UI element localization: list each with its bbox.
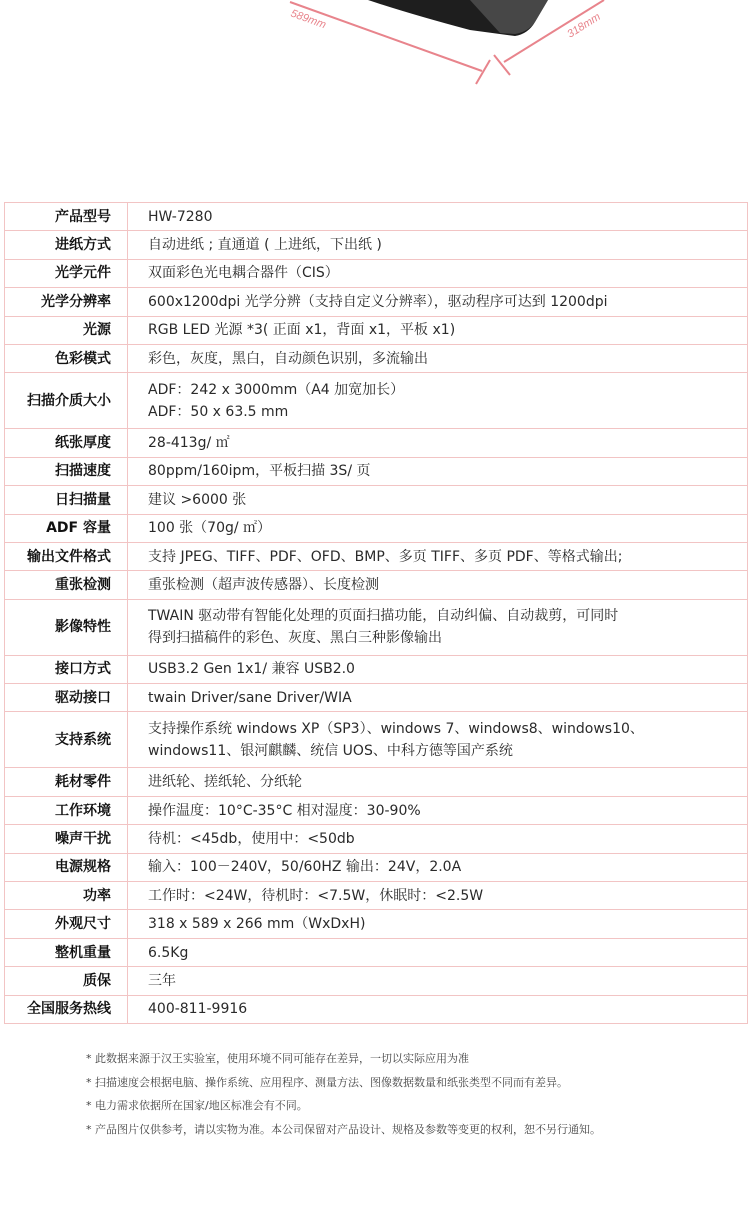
spec-value: 工作时：<24W，待机时：<7.5W，休眠时：<2.5W (128, 882, 748, 910)
spec-label: 光学分辨率 (5, 288, 128, 316)
spec-label: 光源 (5, 316, 128, 344)
spec-label: 耗材零件 (5, 768, 128, 796)
spec-value: 进纸轮、搓纸轮、分纸轮 (128, 768, 748, 796)
spec-value: RGB LED 光源 *3( 正面 x1，背面 x1，平板 x1) (128, 316, 748, 344)
spec-table (4, 202, 748, 1024)
spec-label: 整机重量 (5, 938, 128, 966)
spec-value: 自动进纸 ; 直通道 ( 上进纸，下出纸 ) (128, 231, 748, 259)
footnotes (86, 1052, 601, 1146)
spec-value: 600x1200dpi 光学分辨（支持自定义分辨率），驱动程序可达到 1200dpi (128, 288, 748, 316)
spec-label: 光学元件 (5, 259, 128, 287)
spec-row (5, 853, 748, 881)
spec-row (5, 910, 748, 938)
spec-value: 400-811-9916 (128, 995, 748, 1023)
spec-label: 功率 (5, 882, 128, 910)
spec-value: 支持操作系统 windows XP（SP3）、windows 7、windows8、windows10、 windows11、银河麒麟、统信 UOS、中科方德等国产系统 (128, 712, 748, 768)
spec-row (5, 542, 748, 570)
spec-value: 重张检测（超声波传感器）、长度检测 (128, 571, 748, 599)
spec-value: TWAIN 驱动带有智能化处理的页面扫描功能，自动纠偏、自动裁剪，可同时 得到扫描稿件的彩色、灰度、黑白三种影像输出 (128, 599, 748, 655)
spec-label: 进纸方式 (5, 231, 128, 259)
spec-row (5, 712, 748, 768)
spec-table-body (5, 203, 748, 1024)
spec-row (5, 457, 748, 485)
spec-row (5, 571, 748, 599)
spec-row (5, 684, 748, 712)
spec-value: USB3.2 Gen 1x1/ 兼容 USB2.0 (128, 655, 748, 683)
spec-label: 纸张厚度 (5, 429, 128, 457)
product-hero-image (0, 0, 750, 120)
spec-label: 扫描速度 (5, 457, 128, 485)
dimension-tick-left (476, 60, 490, 84)
spec-label: 电源规格 (5, 853, 128, 881)
spec-value: twain Driver/sane Driver/WIA (128, 684, 748, 712)
spec-value: 318 x 589 x 266 mm（WxDxH) (128, 910, 748, 938)
spec-row (5, 882, 748, 910)
spec-label: 扫描介质大小 (5, 373, 128, 429)
spec-row (5, 599, 748, 655)
spec-row (5, 203, 748, 231)
spec-label: ADF 容量 (5, 514, 128, 542)
width-dimension-label: 589mm (288, 7, 328, 32)
spec-value: 支持 JPEG、TIFF、PDF、OFD、BMP、多页 TIFF、多页 PDF、等格式输出; (128, 542, 748, 570)
spec-row (5, 938, 748, 966)
spec-row (5, 995, 748, 1023)
spec-row (5, 429, 748, 457)
footnote-item: * 此数据来源于汉王实验室，使用环境不同可能存在差异，一切以实际应用为准 (86, 1052, 469, 1065)
spec-row (5, 514, 748, 542)
spec-row (5, 655, 748, 683)
spec-row (5, 768, 748, 796)
spec-value: 6.5Kg (128, 938, 748, 966)
spec-value: 彩色，灰度，黑白，自动颜色识别，多流输出 (128, 344, 748, 372)
spec-row (5, 486, 748, 514)
spec-label: 影像特性 (5, 599, 128, 655)
spec-row (5, 231, 748, 259)
spec-value: 28-413g/ ㎡ (128, 429, 748, 457)
spec-row (5, 796, 748, 824)
spec-row (5, 967, 748, 995)
spec-value: 建议 >6000 张 (128, 486, 748, 514)
footnote-item: * 电力需求依据所在国家/地区标准会有不同。 (86, 1099, 308, 1112)
spec-label: 产品型号 (5, 203, 128, 231)
spec-row (5, 288, 748, 316)
spec-value: 待机：<45db，使用中：<50db (128, 825, 748, 853)
footnote-item: * 产品图片仅供参考，请以实物为准。本公司保留对产品设计、规格及参数等变更的权利，恕不另行通知。 (86, 1122, 601, 1136)
spec-label: 色彩模式 (5, 344, 128, 372)
spec-value: 80ppm/160ipm，平板扫描 3S/ 页 (128, 457, 748, 485)
spec-label: 全国服务热线 (5, 995, 128, 1023)
spec-label: 质保 (5, 967, 128, 995)
spec-value: 输入：100－240V，50/60HZ 输出：24V，2.0A (128, 853, 748, 881)
spec-row (5, 373, 748, 429)
spec-label: 驱动接口 (5, 684, 128, 712)
spec-value: 三年 (128, 967, 748, 995)
spec-value: 100 张（70g/ ㎡） (128, 514, 748, 542)
spec-row (5, 344, 748, 372)
footnote-item: * 扫描速度会根据电脑、操作系统、应用程序、测量方法、图像数据数量和纸张类型不同而有差异。 (86, 1075, 568, 1089)
spec-label: 日扫描量 (5, 486, 128, 514)
spec-label: 重张检测 (5, 571, 128, 599)
spec-label: 支持系统 (5, 712, 128, 768)
spec-label: 接口方式 (5, 655, 128, 683)
spec-value: 双面彩色光电耦合器件（CIS） (128, 259, 748, 287)
spec-label: 工作环境 (5, 796, 128, 824)
spec-row (5, 259, 748, 287)
dimension-tick-right (494, 55, 510, 75)
spec-row (5, 825, 748, 853)
depth-dimension-label: 318mm (565, 10, 603, 41)
spec-value: ADF：242 x 3000mm（A4 加宽加长） ADF：50 x 63.5 mm (128, 373, 748, 429)
spec-label: 噪声干扰 (5, 825, 128, 853)
spec-value: HW-7280 (128, 203, 748, 231)
spec-label: 输出文件格式 (5, 542, 128, 570)
spec-value: 操作温度：10°C-35°C 相对湿度：30-90% (128, 796, 748, 824)
spec-label: 外观尺寸 (5, 910, 128, 938)
spec-row (5, 316, 748, 344)
